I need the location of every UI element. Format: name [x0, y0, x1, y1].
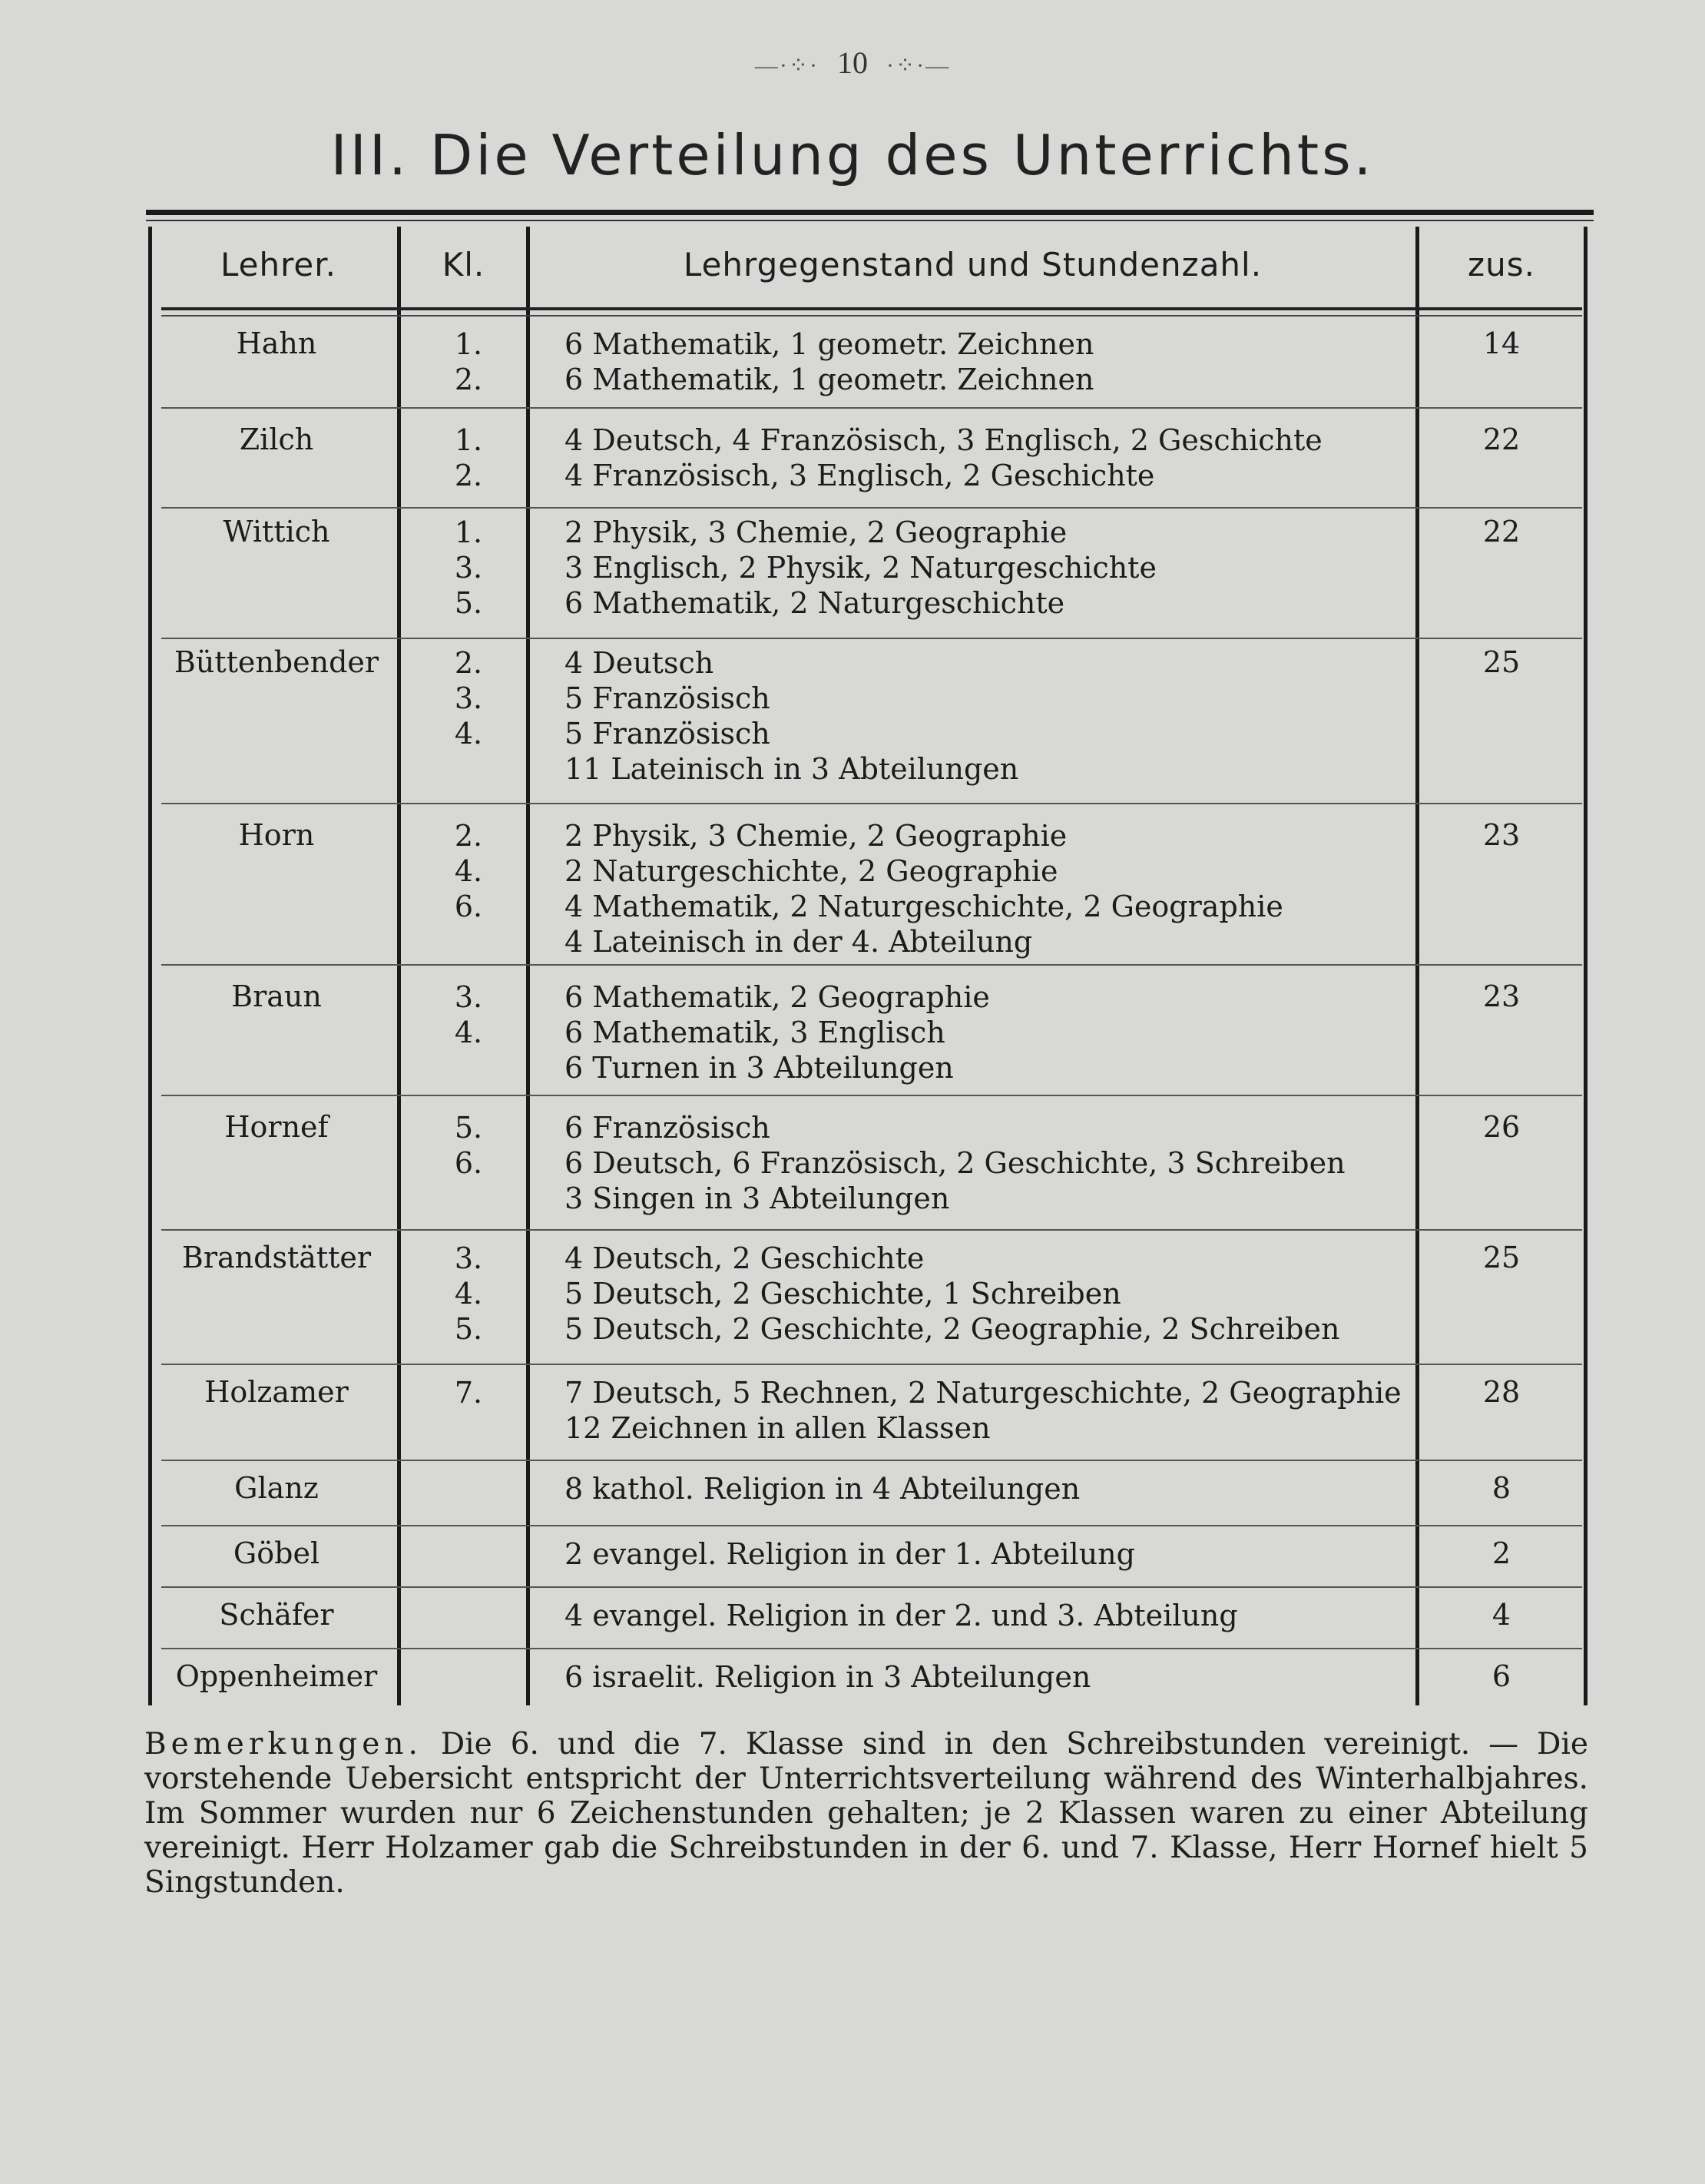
- subject-list: [564, 1241, 1417, 1347]
- subject-line: 6 Mathematik, 2 Geographie: [564, 980, 990, 1014]
- section-title: III. Die Verteilung des Unterrichts.: [330, 123, 1375, 187]
- subject-line: 4 Deutsch, 2 Geschichte: [564, 1241, 925, 1275]
- subject-line: 12 Zeichnen in allen Klassen: [564, 1411, 991, 1445]
- column-header-teacher: Lehrer.: [220, 246, 337, 283]
- subject-line: 6 Mathematik, 1 geometr. Zeichnen: [564, 363, 1094, 396]
- class-number: 3.: [454, 1241, 483, 1275]
- row-separator: [161, 407, 1582, 409]
- page-number: [0, 45, 1705, 81]
- remarks-paragraph: [144, 1727, 1588, 1900]
- subject-line: 4 Mathematik, 2 Naturgeschichte, 2 Geographie: [564, 890, 1283, 923]
- row-separator: [161, 1364, 1582, 1365]
- subject-line: 6 Deutsch, 6 Französisch, 2 Geschichte, 3 Schreiben: [564, 1146, 1346, 1180]
- page-number-value: 10: [837, 45, 868, 80]
- row-separator: [161, 507, 1582, 509]
- class-number: 5.: [454, 1312, 483, 1346]
- ornament-right: ·⁘·—: [886, 53, 951, 78]
- subject-line: 6 Französisch: [564, 1111, 770, 1145]
- teacher-name: Göbel: [233, 1536, 320, 1570]
- class-number: 2.: [454, 363, 483, 396]
- class-list: [430, 1241, 507, 1347]
- total-hours: 25: [1482, 1241, 1521, 1274]
- subject-line: 7 Deutsch, 5 Rechnen, 2 Naturgeschichte, 2 Geographie: [564, 1376, 1402, 1410]
- total-hours: 23: [1482, 979, 1521, 1013]
- teacher-name: Horn: [238, 818, 315, 852]
- class-list: [430, 818, 507, 924]
- column-header-subject: Lehrgegenstand und Stundenzahl.: [683, 246, 1263, 283]
- subject-line: 5 Französisch: [564, 717, 770, 751]
- teacher-name: Brandstätter: [181, 1241, 372, 1274]
- subject-line: 4 evangel. Religion in der 2. und 3. Abteilung: [564, 1599, 1238, 1632]
- total-hours: 6: [1491, 1659, 1511, 1693]
- total-hours: 8: [1491, 1471, 1511, 1505]
- table-border-left: [148, 227, 152, 1705]
- subject-line: 4 Deutsch: [564, 646, 714, 680]
- subject-list: [564, 645, 1417, 787]
- subject-line: 3 Singen in 3 Abteilungen: [564, 1181, 950, 1215]
- subject-list: [564, 326, 1417, 397]
- class-list: [430, 423, 507, 493]
- subject-line: 5 Deutsch, 2 Geschichte, 2 Geographie, 2 Schreiben: [564, 1312, 1340, 1346]
- teacher-name: Schäfer: [219, 1598, 334, 1632]
- total-hours: 23: [1482, 818, 1521, 852]
- class-number: 1.: [454, 423, 483, 457]
- class-list: [430, 1110, 507, 1181]
- teacher-name: Wittich: [223, 515, 330, 548]
- class-number: 3.: [454, 980, 483, 1014]
- header-rule: [161, 307, 1582, 310]
- total-hours: 22: [1482, 423, 1521, 456]
- column-divider-teacher: [397, 227, 401, 1705]
- column-divider-class: [526, 227, 530, 1705]
- subject-line: 4 Lateinisch in der 4. Abteilung: [564, 925, 1033, 959]
- class-number: 4.: [454, 854, 483, 888]
- table-top-rule-thin: [146, 220, 1594, 221]
- subject-line: 3 Englisch, 2 Physik, 2 Naturgeschichte: [564, 551, 1157, 585]
- total-hours: 14: [1482, 326, 1521, 360]
- subject-line: 6 Mathematik, 3 Englisch: [564, 1016, 945, 1049]
- subject-list: [564, 1659, 1417, 1695]
- class-number: 4.: [454, 717, 483, 751]
- subject-line: 5 Deutsch, 2 Geschichte, 1 Schreiben: [564, 1277, 1121, 1311]
- subject-line: 2 Physik, 3 Chemie, 2 Geographie: [564, 515, 1068, 549]
- class-number: 2.: [454, 819, 483, 853]
- total-hours: 2: [1491, 1536, 1511, 1570]
- subject-list: [564, 1375, 1417, 1446]
- class-number: 1.: [454, 327, 483, 361]
- class-number: 3.: [454, 551, 483, 585]
- subject-list: [564, 1598, 1417, 1633]
- class-number: 2.: [454, 646, 483, 680]
- teacher-name: Glanz: [234, 1471, 319, 1505]
- subject-line: 8 kathol. Religion in 4 Abteilungen: [564, 1472, 1081, 1506]
- subject-list: [564, 1110, 1417, 1216]
- total-hours: 22: [1482, 515, 1521, 548]
- class-number: 1.: [454, 515, 483, 549]
- subject-list: [564, 1536, 1417, 1572]
- class-number: 5.: [454, 1111, 483, 1145]
- row-separator: [161, 1229, 1582, 1231]
- subject-line: 2 Physik, 3 Chemie, 2 Geographie: [564, 819, 1068, 853]
- row-separator: [161, 1095, 1582, 1096]
- row-separator: [161, 964, 1582, 966]
- subject-list: [564, 423, 1417, 493]
- class-list: [430, 515, 507, 621]
- class-list: [430, 979, 507, 1050]
- remarks-label: Bemerkungen.: [144, 1727, 422, 1761]
- class-number: 7.: [454, 1376, 483, 1410]
- subject-list: [564, 515, 1417, 621]
- subject-line: 6 Mathematik, 2 Naturgeschichte: [564, 586, 1065, 620]
- subject-line: 5 Französisch: [564, 681, 770, 715]
- teacher-name: Büttenbender: [174, 645, 379, 679]
- total-hours: 28: [1482, 1375, 1521, 1409]
- class-number: 4.: [454, 1016, 483, 1049]
- row-separator: [161, 1525, 1582, 1526]
- subject-line: 2 evangel. Religion in der 1. Abteilung: [564, 1537, 1135, 1571]
- teacher-name: Zilch: [239, 423, 314, 456]
- table-top-rule: [146, 210, 1594, 215]
- subject-line: 6 Turnen in 3 Abteilungen: [564, 1051, 954, 1085]
- teacher-name: Braun: [231, 979, 322, 1013]
- row-separator: [161, 803, 1582, 804]
- row-separator: [161, 1460, 1582, 1461]
- row-separator: [161, 1586, 1582, 1588]
- class-number: 2.: [454, 459, 483, 492]
- subject-line: 2 Naturgeschichte, 2 Geographie: [564, 854, 1058, 888]
- column-header-total: zus.: [1468, 246, 1535, 283]
- subject-line: 4 Deutsch, 4 Französisch, 3 Englisch, 2 Geschichte: [564, 423, 1323, 457]
- class-list: [430, 1375, 507, 1410]
- total-hours: 4: [1491, 1598, 1511, 1632]
- total-hours: 26: [1482, 1110, 1521, 1144]
- class-list: [430, 645, 507, 751]
- remarks-text: Die 6. und die 7. Klasse sind in den Schreibstunden vereinigt. — Die vorstehende Uebersicht entspricht der Unterrichtsverteilung während des Winterhalbjahres. Im Sommer wurden nur 6 Zeichenstunden gehalten; je 2 Klassen waren zu einer Abteilung vereinigt. Herr Holzamer gab die Schreibstunden in der 6. und 7. Klasse, Herr Hornef hielt 5 Singstunden.: [144, 1727, 1588, 1900]
- teacher-name: Holzamer: [204, 1375, 349, 1409]
- table-border-right: [1584, 227, 1587, 1705]
- subject-line: 6 israelit. Religion in 3 Abteilungen: [564, 1660, 1091, 1694]
- class-number: 4.: [454, 1277, 483, 1311]
- row-separator: [161, 638, 1582, 639]
- subject-list: [564, 979, 1417, 1085]
- header-rule-thin: [161, 315, 1582, 316]
- subject-list: [564, 1471, 1417, 1506]
- teacher-name: Hornef: [224, 1110, 329, 1144]
- row-separator: [161, 1648, 1582, 1649]
- subject-line: 11 Lateinisch in 3 Abteilungen: [564, 752, 1019, 786]
- class-number: 5.: [454, 586, 483, 620]
- ornament-left: —·⁘·: [754, 53, 819, 78]
- subject-line: 4 Französisch, 3 Englisch, 2 Geschichte: [564, 459, 1155, 492]
- class-number: 6.: [454, 1146, 483, 1180]
- class-number: 3.: [454, 681, 483, 715]
- subject-list: [564, 818, 1417, 959]
- teacher-name: Hahn: [236, 326, 317, 360]
- class-list: [430, 326, 507, 397]
- total-hours: 25: [1482, 645, 1521, 679]
- column-header-class: Kl.: [442, 246, 485, 283]
- teacher-name: Oppenheimer: [175, 1659, 378, 1693]
- subject-line: 6 Mathematik, 1 geometr. Zeichnen: [564, 327, 1094, 361]
- class-number: 6.: [454, 890, 483, 923]
